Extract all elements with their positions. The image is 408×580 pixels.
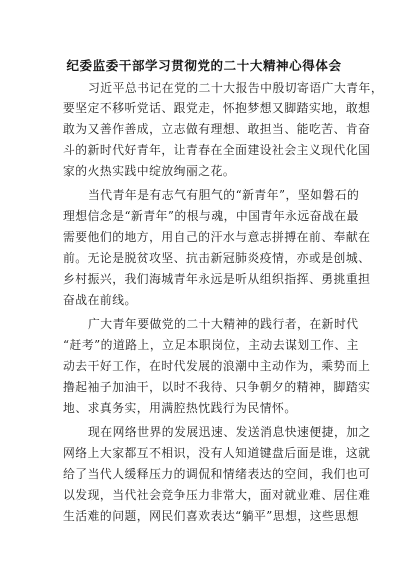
paragraph-line: 地、求真务实，用满腔热忱践行为民情怀。 bbox=[63, 401, 297, 415]
paragraph-line: 以发现，当代社会竞争压力非常大，面对就业难、居住难 bbox=[63, 488, 371, 502]
paragraph-line: 敢为又善作善成，立志做有理想、敢担当、能吃苦、肯奋 bbox=[63, 122, 371, 136]
paragraph-line: 需要他们的地方，用自己的汗水与意志拼搏在前、奉献在 bbox=[63, 230, 371, 244]
paragraph-line: 网络上大家都互不相识，没有人知道键盘后面是谁，这就 bbox=[63, 446, 371, 460]
document-title: 纪委监委干部学习贯彻党的二十大精神心得体会 bbox=[66, 58, 342, 73]
paragraph-line: 现在网络世界的发展迅速、发送消息快速便捷，加之 bbox=[88, 425, 371, 439]
paragraph-line: 撸起袖子加油干，以时不我待、只争朝夕的精神，脚踏实 bbox=[63, 380, 371, 394]
paragraph-line: 当代青年是有志气有胆气的“新青年”，坚如磐石的 bbox=[88, 188, 360, 202]
paragraph-line: 家的火热实践中绽放绚丽之花。 bbox=[63, 164, 236, 178]
paragraph-line: 乡村振兴，我们海城青年永远是听从组织指挥、勇挑重担 bbox=[63, 272, 371, 286]
paragraph-line: 习近平总书记在党的二十大报告中殷切寄语广大青年， bbox=[88, 81, 384, 95]
paragraph-line: 要坚定不移听党话、跟党走，怀抱梦想又脚踏实地，敢想 bbox=[63, 101, 371, 115]
paragraph-line: 广大青年要做党的二十大精神的践行者，在新时代 bbox=[88, 317, 359, 331]
paragraph-line: 理想信念是“新青年”的根与魂，中国青年永远奋战在最 bbox=[63, 209, 359, 223]
paragraph-line: 前。无论是脱贫攻坚、抗击新冠肺炎疫情，亦或是创城、 bbox=[63, 251, 371, 265]
paragraph-line: 生活难的问题，网民们喜欢表达“躺平”思想，这些思想 bbox=[63, 509, 359, 523]
paragraph-line: 动去干好工作，在时代发展的浪潮中主动作为，乘势而上 bbox=[63, 359, 371, 373]
paragraph-line: 斗的新时代好青年，让青春在全面建设社会主义现代化国 bbox=[63, 143, 371, 157]
paragraph-line: 给了当代人缓释压力的调侃和情绪表达的空间，我们也可 bbox=[63, 467, 371, 481]
paragraph-line: “赶考”的道路上，立足本职岗位，主动去谋划工作、主 bbox=[63, 338, 359, 352]
paragraph-line: 奋战在前线。 bbox=[63, 293, 137, 307]
